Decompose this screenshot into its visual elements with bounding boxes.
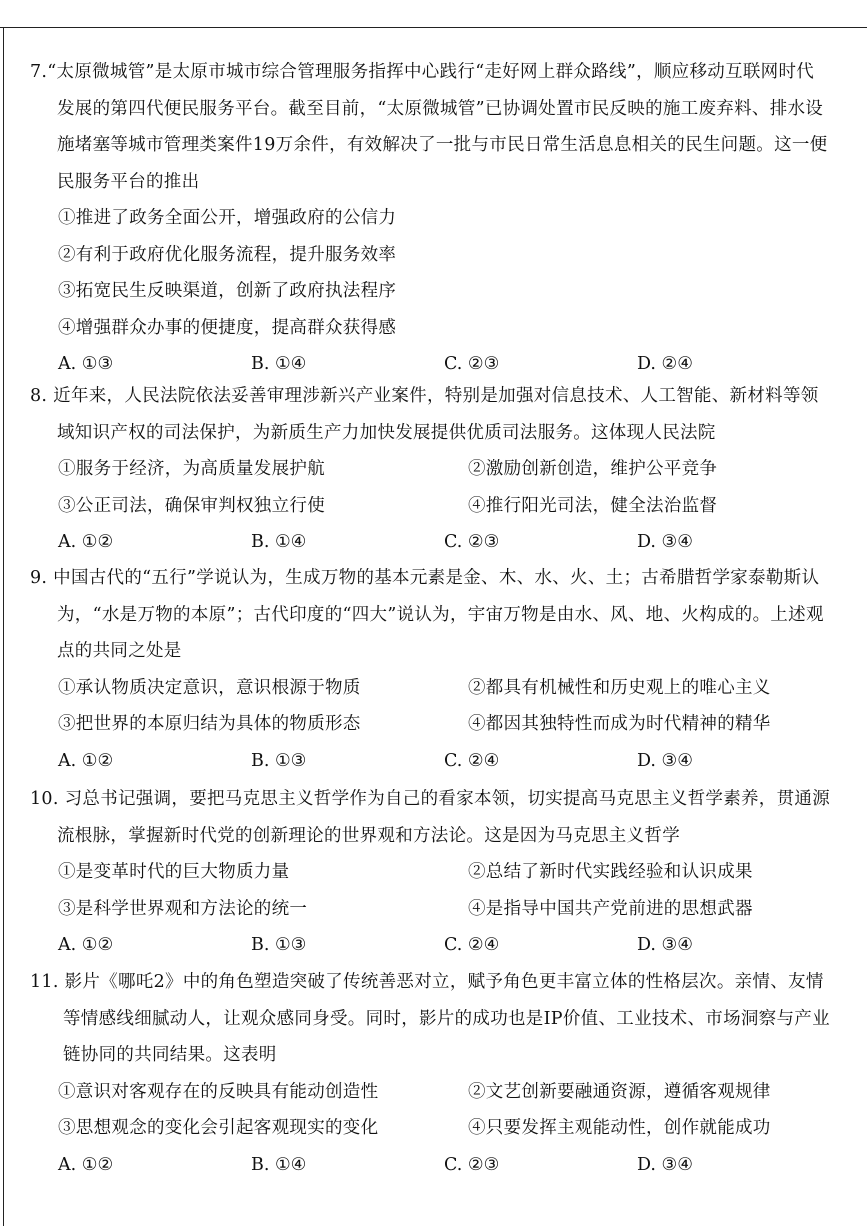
choice-d[interactable]: D. ②④ [637,354,693,374]
question-10 [30,781,830,964]
answer-choices [30,927,830,964]
option-row [30,706,830,743]
choice-c[interactable]: C. ②④ [444,750,500,771]
choice-a[interactable]: A. ①② [58,532,114,552]
answer-choices [30,524,830,561]
option-3: ③拓宽民生反映渠道，创新了政府执法程序 [58,281,397,301]
choice-d[interactable]: D. ③④ [637,1154,693,1175]
option-4: ④都因其独特性而成为时代精神的精华 [468,714,771,734]
choice-d[interactable]: D. ③④ [637,935,693,955]
option-2: ②文艺创新要融通资源，遵循客观规律 [468,1081,771,1102]
option-1: ①是变革时代的巨大物质力量 [58,862,290,882]
option-1: ①意识对客观存在的反映具有能动创造性 [58,1081,379,1102]
choice-d[interactable]: D. ③④ [637,750,693,771]
choice-c[interactable]: C. ②③ [444,1154,500,1175]
question-stem: 9. 中国古代的“五行”学说认为，生成万物的基本元素是金、木、水、火、土；古希腊哲学家泰勒斯认为，“水是万物的本原”；古代印度的“四大”说认为，宇宙万物是由水、风、地、火构成的。上述观点的共同之处是 [30,568,824,661]
option-row [30,1074,830,1111]
answer-choices [30,1147,830,1184]
option-1: ①服务于经济，为高质量发展护航 [58,459,325,479]
choice-c[interactable]: C. ②③ [444,354,500,374]
choice-d[interactable]: D. ③④ [637,532,693,552]
choice-b[interactable]: B. ①④ [251,354,307,374]
option-row [30,854,830,891]
choice-c[interactable]: C. ②④ [444,935,500,955]
option-3: ③思想观念的变化会引起客观现实的变化 [58,1118,379,1138]
question-11 [30,964,830,1183]
option-3: ③把世界的本原归结为具体的物质形态 [58,714,361,734]
option-2: ②都具有机械性和历史观上的唯心主义 [468,677,771,698]
option-1: ①推进了政务全面公开，增强政府的公信力 [58,208,397,228]
option-row [30,1110,830,1147]
question-stem: 10. 习总书记强调，要把马克思主义哲学作为自己的看家本领，切实提高马克思主义哲学素养，贯通源流根脉，掌握新时代党的创新理论的世界观和方法论。这是因为马克思主义哲学 [30,789,830,846]
option-3: ③是科学世界观和方法论的统一 [58,898,308,919]
question-9 [30,560,830,779]
choice-a[interactable]: A. ①③ [58,354,114,374]
choice-b[interactable]: B. ①④ [251,1154,307,1175]
option-row [30,670,830,707]
option-4: ④增强群众办事的便捷度，提高群众获得感 [58,317,397,338]
choice-c[interactable]: C. ②③ [444,532,500,552]
option-4: ④推行阳光司法，健全法治监督 [468,495,718,516]
choice-b[interactable]: B. ①③ [251,935,307,955]
option-2: ②总结了新时代实践经验和认识成果 [468,862,753,882]
option-1: ①承认物质决定意识，意识根源于物质 [58,677,361,698]
option-3: ③公正司法，确保审判权独立行使 [58,495,325,516]
option-4: ④是指导中国共产党前进的思想武器 [468,898,753,919]
choice-a[interactable]: A. ①② [58,1154,114,1175]
option-row [30,891,830,928]
question-8 [30,378,830,561]
option-row [30,488,830,525]
choice-b[interactable]: B. ①④ [251,532,307,552]
choice-b[interactable]: B. ①③ [251,750,307,771]
question-stem: 7.“太原微城管”是太原市城市综合管理服务指挥中心践行“走好网上群众路线”，顺应移动互联网时代发展的第四代便民服务平台。截至目前，“太原微城管”已协调处置市民反映的施工废弃料、排水设施堵塞等城市管理类案件19万余件，有效解决了一批与市民日常生活息息相关的民生问题。这一便民服务平台的推出 [30,62,828,192]
option-4: ④只要发挥主观能动性，创作就能成功 [468,1118,771,1138]
option-2: ②有利于政府优化服务流程，提升服务效率 [58,244,397,265]
answer-choices [30,743,830,780]
option-2: ②激励创新创造，维护公平竞争 [468,459,718,479]
choice-a[interactable]: A. ①② [58,750,114,771]
option-row [30,451,830,488]
question-7 [30,54,830,383]
choice-a[interactable]: A. ①② [58,935,114,955]
question-stem: 8. 近年来，人民法院依法妥善审理涉新兴产业案件，特别是加强对信息技术、人工智能、新材料等领域知识产权的司法保护，为新质生产力加快发展提供优质司法服务。这体现人民法院 [30,386,819,443]
question-stem: 11. 影片《哪吒2》中的角色塑造突破了传统善恶对立，赋予角色更丰富立体的性格层次。亲情、友情等情感线细腻动人，让观众感同身受。同时，影片的成功也是IP价值、工业技术、市场洞察与产业链协同的共同结果。这表明 [30,972,830,1065]
